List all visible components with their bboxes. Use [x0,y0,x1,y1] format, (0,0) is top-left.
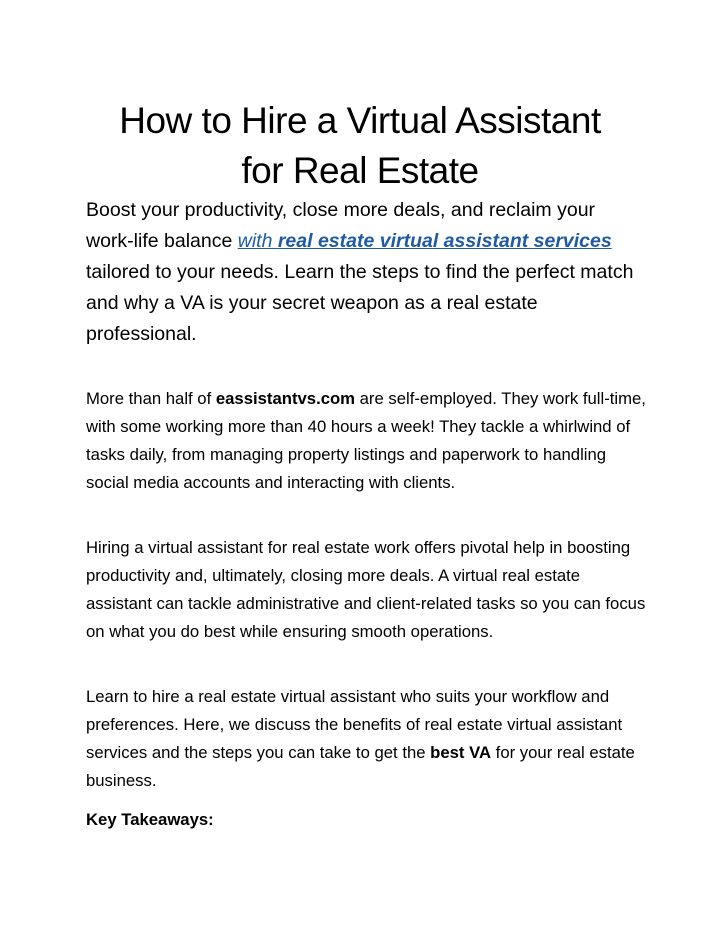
link-prefix: with [237,230,278,252]
key-takeaways-heading: Key Takeaways: [86,810,214,829]
title-line-2: for Real Estate [241,150,479,191]
title-line-1: How to Hire a Virtual Assistant [119,100,601,141]
lead-text-end: tailored to your needs. Learn the steps to find the perfect match and why a VA is your secret weapon as a real estate professional. [86,261,634,345]
p1-text-end: are self-employed. They work full-time, with some working more than 40 hours a week! They tackle a whirlwind of tasks daily, from managing property listings and paperwork to handling social media accounts and interacting with clients. [86,389,646,492]
lead-text-start: Boost your productivity, close more deals, and reclaim your work-life balance [86,199,596,252]
body-paragraph-2: Hiring a virtual assistant for real estate work offers pivotal help in boosting productivity and, ultimately, closing more deals. A virtual real estate assistant can tackle administrative and client-related tasks so you can focus on what you do best while ensuring smooth operations. [86,538,646,641]
link-bold-text: real estate virtual assistant services [277,230,612,252]
p3-text-start: Learn to hire a real estate virtual assistant who suits your workflow and preferences. Here, we discuss the benefits of real estate virtual assistant services and the steps you can take to get the [86,687,623,762]
real-estate-va-services-link[interactable] [238,230,612,252]
p1-bold-domain: eassistantvs.com [215,389,356,408]
body-paragraph-3 [86,683,646,795]
lead-paragraph [86,195,646,350]
p1-text-start: More than half of [86,389,216,408]
p3-text-end: for your real estate business. [86,743,635,790]
page-title [60,96,660,196]
body-paragraph-1 [86,385,646,497]
p3-bold-best-va: best VA [430,743,492,762]
